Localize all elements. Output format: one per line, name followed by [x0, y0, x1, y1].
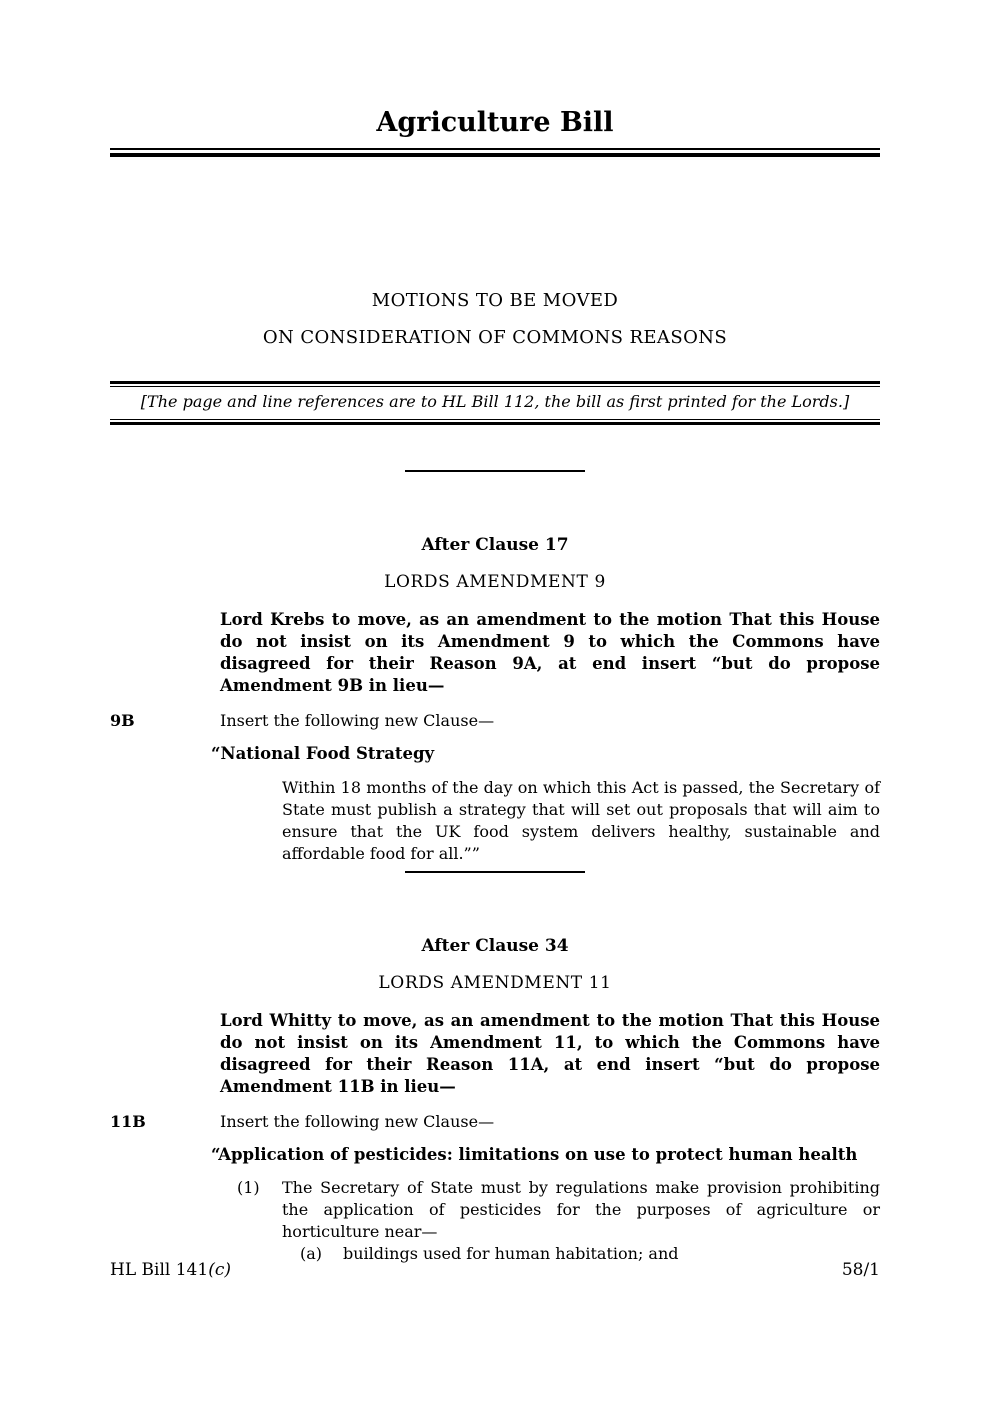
paragraph-a-marker: (a) [300, 1244, 323, 1263]
subsection-1-text: The Secretary of State must by regulations make provision prohibiting the application of pesticides for the purposes of agriculture or horticulture near— [282, 1178, 880, 1241]
page-footer [110, 1259, 880, 1281]
amendment-number-11b: 11B [110, 1112, 146, 1131]
after-clause-17-heading: After Clause 17 [421, 535, 569, 555]
reference-note: [The page and line references are to HL Bill 112, the bill as first printed for the Lords.] [110, 386, 880, 420]
amendment-9-block [110, 609, 880, 865]
subsection-1-marker: (1) [237, 1178, 260, 1197]
footer-session-number: 58/1 [841, 1260, 880, 1280]
footer-bill-suffix: (c) [208, 1260, 231, 1280]
lord-whitty-motion-text: Lord Whitty to move, as an amendment to the motion That this House do not insist on its Amendment 11, to which the Commons have disagreed for their Reason 11A, at end insert “but do propose Amendment 11B in lieu— [220, 1011, 880, 1096]
amendment-11b-row [110, 1112, 880, 1132]
lords-amendment-11-heading: LORDS AMENDMENT 11 [378, 973, 612, 993]
page-body [110, 0, 880, 1265]
title-double-rule [110, 148, 880, 157]
section-divider-rule [405, 871, 585, 873]
amendment-11-block [110, 1010, 880, 1265]
national-food-strategy-text: Within 18 months of the day on which this Act is passed, the Secretary of State must publish a strategy that will set out proposals that will aim to ensure that the UK food system delivers healthy, sustainable and affordable food for all.”” [282, 778, 880, 863]
lords-amendment-9-heading: LORDS AMENDMENT 9 [384, 572, 606, 592]
motions-heading: MOTIONS TO BE MOVED [371, 290, 619, 311]
pesticides-clause-title: “Application of pesticides: limitations on use to protect human health [211, 1145, 858, 1164]
national-food-strategy-title: “National Food Strategy [211, 744, 435, 763]
reference-note-box [110, 381, 880, 425]
amendment-number-9b: 9B [110, 711, 135, 730]
section-divider-rule [405, 470, 585, 472]
paragraph-a-text: buildings used for human habitation; and [343, 1244, 679, 1263]
bill-title: Agriculture Bill [376, 107, 614, 138]
footer-bill-number: HL Bill 141 [110, 1260, 209, 1280]
footer-bill-reference [110, 1259, 231, 1281]
insert-clause-instruction: Insert the following new Clause— [220, 711, 495, 730]
insert-clause-instruction: Insert the following new Clause— [220, 1112, 495, 1131]
consideration-heading: ON CONSIDERATION OF COMMONS REASONS [262, 327, 728, 348]
lord-krebs-motion-text: Lord Krebs to move, as an amendment to the motion That this House do not insist on its Amendment 9 to which the Commons have disagreed for their Reason 9A, at end insert “but do propose Amendment 9B in lieu— [220, 610, 880, 695]
amendment-9b-row [110, 711, 880, 731]
after-clause-34-heading: After Clause 34 [421, 936, 569, 956]
subsection-1 [237, 1177, 880, 1265]
